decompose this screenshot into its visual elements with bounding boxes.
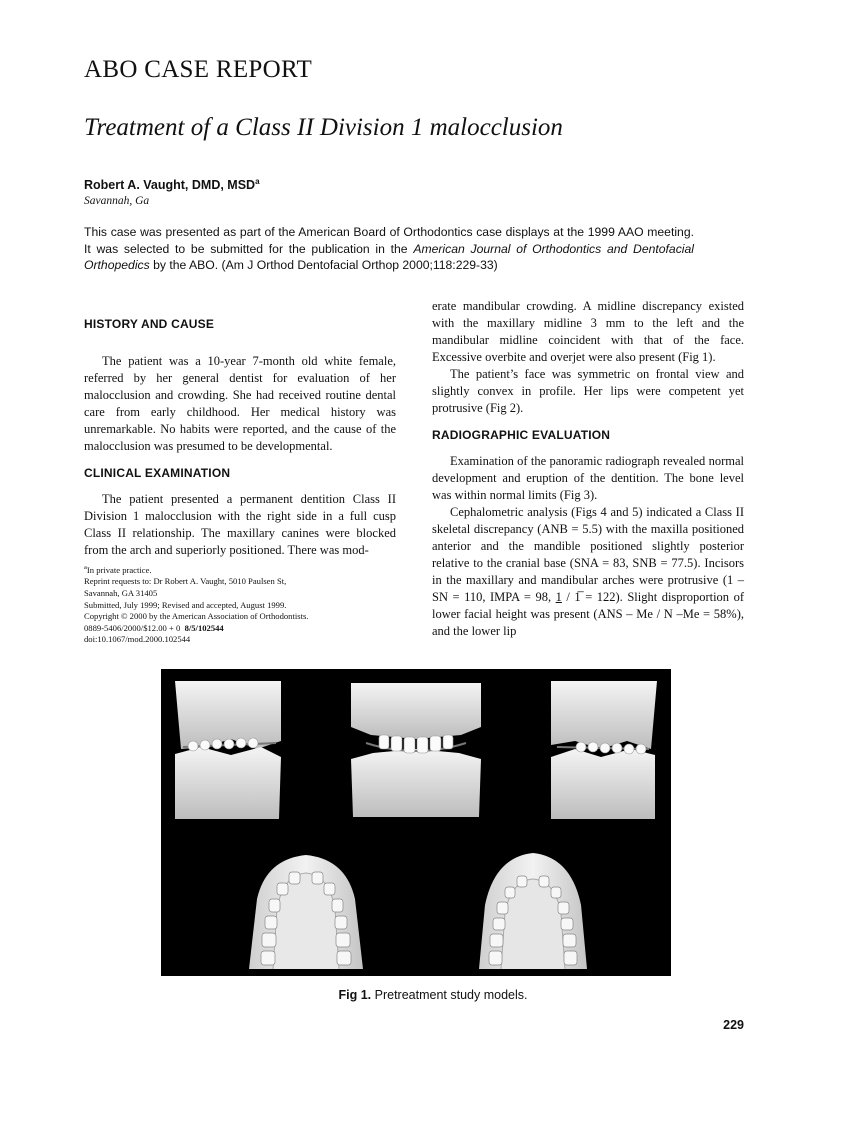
- journal-name: American Journal of Orthodontics and Dentofacial Orthopedics: [84, 241, 694, 272]
- radiographic-paragraph-2: Cephalometric analysis (Figs 4 and 5) indicated a Class II skeletal discrepancy (ANB = 5.5) with the maxilla positioned anterior and the mandible positioned slightly posterior relative to the cranial base (SNA = 83, SNB = 77.5). Incisors in the maxillary and mandibular arches were protrusive (1 – SN = 110, IMPA = 98, 1 / 1̅ = 122). Slight disproportion of lower facial height was present (ANS – Me / N –Me = 58%), and the lower lip: [432, 505, 744, 638]
- heading-history: HISTORY AND CAUSE: [84, 317, 215, 331]
- article-title: Treatment of a Class II Division 1 malocclusion: [84, 114, 563, 141]
- right-column: [432, 298, 744, 640]
- footnotes: $^a$In private practice. Reprint requests to: Dr Robert A. Vaught, 5010 Paulsen St, Savannah, GA 31405 Submitted, July 1999; Revised and accepted, August 1999. Copyright © 2000 by the American Association of Orthodontists. 0889-5406/2000/$12.00 + 0 8/5/102544 doi:10.1067/mod.2000.102544: [84, 564, 309, 645]
- radiographic-paragraph-1: Examination of the panoramic radiograph revealed normal development and eruption of the dentition. The bone level was within normal limits (Fig 3).: [432, 454, 744, 502]
- study-models-photo: [161, 669, 671, 976]
- clinical-paragraph: The patient presented a permanent dentition Class II Division 1 malocclusion with the right side in a full cusp Class II relationship. The maxillary canines were blocked from the arch and superiorly positioned. There was mod-: [84, 492, 396, 557]
- author-affiliation: Savannah, Ga: [84, 195, 150, 207]
- face-paragraph: The patient’s face was symmetric on frontal view and slightly convex in profile. Her lips were competent yet protrusive (Fig 2).: [432, 367, 744, 415]
- section-label: ABO CASE REPORT: [84, 56, 313, 83]
- abstract: This case was presented as part of the American Board of Orthodontics case displays at the 1999 AAO meeting. It was selected to be submitted for the publication in the American Journal of Orthodontics and Dentofacial Orthopedics by the ABO. (Am J Orthod Dentofacial Orthop 2000;118:229-33): [84, 225, 694, 272]
- page-number: 229: [723, 1018, 744, 1032]
- left-column: [84, 316, 396, 559]
- history-paragraph: The patient was a 10-year 7-month old white female, referred by her general dentist for evaluation of her malocclusion and crowding. She had received routine dental care from early childhood. Her medical history was unremarkable. No habits were reported, and the cause of the malocclusion was presumed to be developmental.: [84, 354, 396, 453]
- figure-caption: Fig 1. Pretreatment study models.: [338, 988, 528, 1002]
- author-name: Robert A. Vaught, DMD, MSD$^a$: [84, 177, 260, 193]
- figure-study-models: [161, 669, 671, 976]
- continuation-paragraph: erate mandibular crowding. A midline discrepancy existed with the maxillary midline 3 mm to the left and the mandibular midline coincident with that of the face. Excessive overbite and overjet were also present (Fig 1).: [432, 299, 744, 364]
- heading-clinical: CLINICAL EXAMINATION: [84, 466, 231, 480]
- heading-radiographic: RADIOGRAPHIC EVALUATION: [432, 428, 611, 442]
